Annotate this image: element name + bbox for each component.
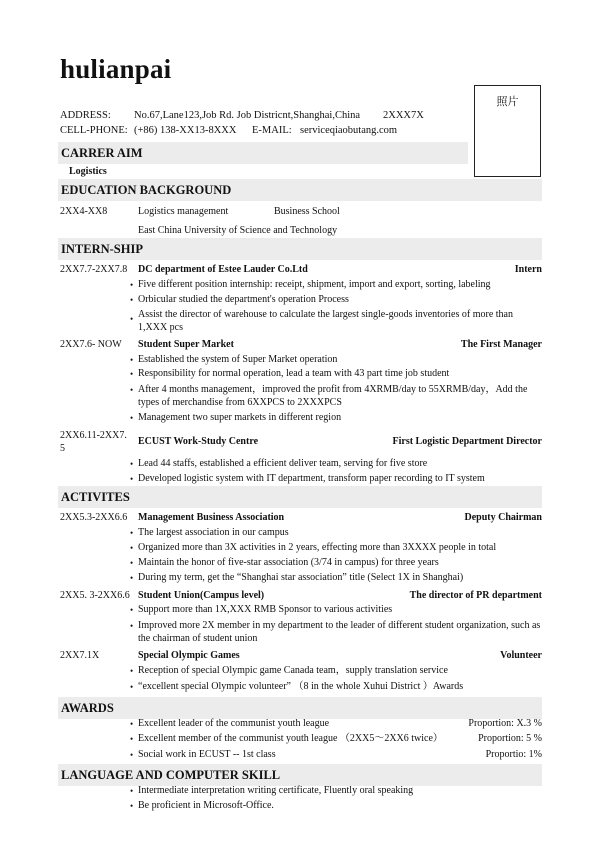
education-school-type: Business School (274, 206, 340, 217)
candidate-name: hulianpai (60, 54, 172, 84)
phone-label: CELL-PHONE: (60, 125, 128, 136)
activity-3-role: Volunteer (500, 650, 542, 661)
activity-3-period: 2XX7.1X (60, 650, 100, 661)
address-line (60, 108, 424, 123)
photo-placeholder (474, 85, 541, 177)
activity-1-period: 2XX5.3-2XX6.6 (60, 512, 128, 523)
intern-3-period-line1: 2XX6.11-2XX7. (60, 430, 127, 441)
intern-3-period-line2: 5 (60, 443, 65, 454)
intern-3-role: First Logistic Department Director (392, 436, 542, 447)
activity-2-org: Student Union(Campus level) (138, 590, 265, 601)
phone-line (60, 123, 398, 138)
email-label: E-MAIL: (252, 125, 292, 136)
activity-3-org: Special Olympic Games (138, 650, 240, 661)
activity-1-org: Management Business Association (138, 512, 285, 523)
intern-3-org: ECUST Work-Study Centre (138, 436, 259, 447)
section-education: EDUCATION BACKGROUND (58, 179, 542, 201)
address-value: No.67,Lane123,Job Rd. Job Districnt,Shanghai,China (134, 110, 361, 121)
award-proportion: Proportion: 5 % (478, 733, 542, 744)
intern-2-role: The First Manager (460, 339, 542, 350)
award-proportion: Proportion: X.3 % (468, 718, 542, 729)
section-activities: ACTIVITES (58, 486, 542, 508)
address-label: ADDRESS: (60, 110, 111, 121)
intern-1-role: Intern (514, 264, 542, 275)
zip-code: 2XXX7X (383, 110, 424, 121)
section-awards: AWARDS (58, 697, 542, 719)
intern-2-period: 2XX7.6- NOW (60, 339, 122, 350)
section-career-aim: CARRER AIM (58, 142, 468, 164)
intern-2-org: Student Super Market (138, 339, 234, 350)
intern-1-period: 2XX7.7-2XX7.8 (60, 264, 128, 275)
education-university: East China University of Science and Technology (138, 225, 338, 236)
award-proportion: Proportio: 1% (485, 749, 542, 760)
phone-value: (+86) 138-XX13-8XXX (134, 125, 237, 136)
intern-1-org: DC department of Estee Lauder Co.Ltd (138, 264, 308, 275)
activity-2-period: 2XX5. 3-2XX6.6 (60, 590, 130, 601)
career-aim-value: Logistics (69, 166, 107, 177)
section-internship: INTERN-SHIP (58, 238, 542, 260)
section-skills: LANGUAGE AND COMPUTER SKILL (58, 764, 542, 786)
education-major: Logistics management (138, 206, 229, 217)
activity-2-role: The director of PR department (409, 590, 542, 601)
education-period: 2XX4-XX8 (60, 206, 108, 217)
activity-1-role: Deputy Chairman (464, 512, 542, 523)
email-value: serviceqiaobutang.com (300, 125, 398, 136)
photo-label: 照片 (496, 95, 519, 108)
